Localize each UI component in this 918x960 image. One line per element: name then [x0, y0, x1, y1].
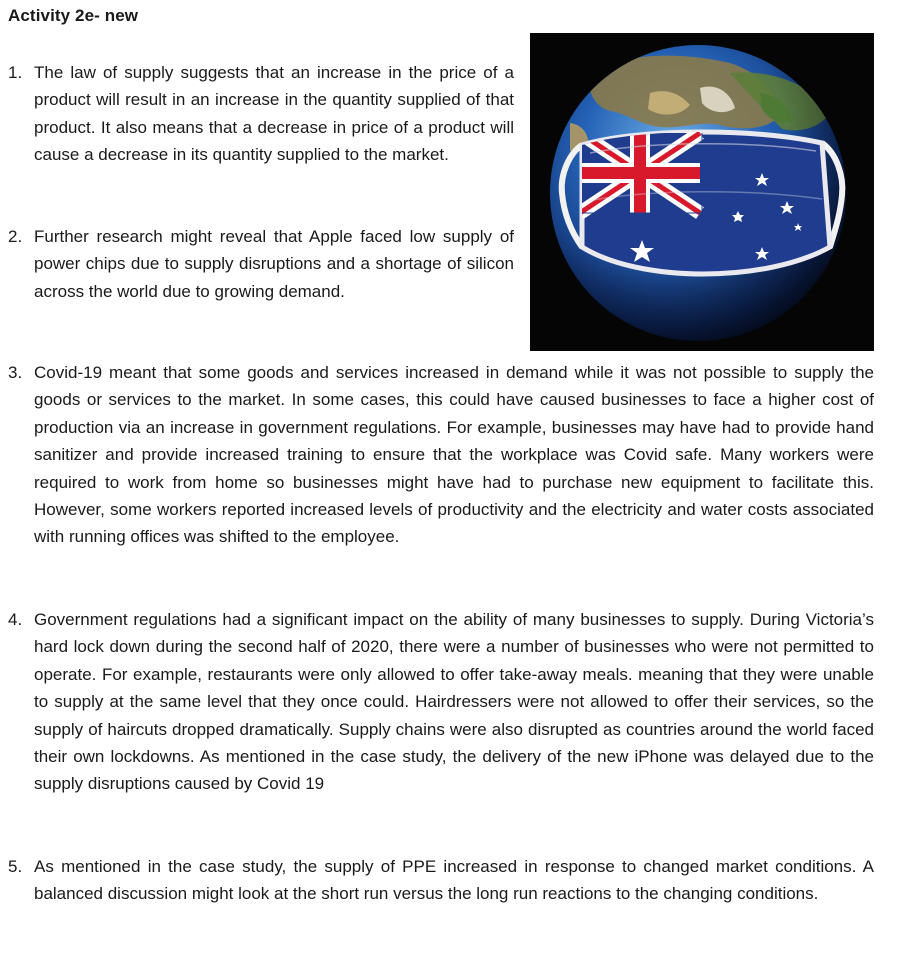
- globe-mask-image: [530, 33, 874, 351]
- list-item: [0, 853, 880, 943]
- list-item: [0, 59, 520, 199]
- activity-title: Activity 2e- new: [8, 6, 139, 25]
- item-text: Covid-19 meant that some goods and services increased in demand while it was not possible to supply the goods or services to the market. In some cases, this could have caused businesses to face a higher cost of production via an increase in government regulations. For example, businesses may have had to provide hand sanitizer and provide increased training to ensure that the workplace was Covid safe. Many workers were required to work from home so businesses might have had to purchase new equipment to facilitate this. However, some workers reported increased levels of productivity and the electricity and water costs associated with running offices was shifted to the employee.: [34, 363, 874, 547]
- item-number: 3.: [8, 363, 23, 382]
- item-number: 2.: [8, 227, 23, 246]
- list-item: [0, 606, 880, 831]
- item-number: 4.: [8, 610, 23, 629]
- item-number: 5.: [8, 857, 23, 876]
- item-text: As mentioned in the case study, the supply of PPE increased in response to changed market conditions. A balanced discussion might look at the short run versus the long run reactions to the changing conditions.: [34, 857, 874, 904]
- list-item: [0, 359, 880, 584]
- item-text: Further research might reveal that Apple faced low supply of power chips due to supply disruptions and a shortage of silicon across the world due to growing demand.: [34, 227, 514, 301]
- item-text: Government regulations had a significant impact on the ability of many businesses to supply. During Victoria’s hard lock down during the second half of 2020, there were a number of businesses who were not permitted to operate. For example, restaurants were only allowed to offer take-away meals. meaning that they were unable to supply at the same level that they once could. Hairdressers were not allowed to offer their services, so the supply of haircuts dropped dramatically. Supply chains were also disrupted as countries around the world faced their own lockdowns. As mentioned in the case study, the delivery of the new iPhone was delayed due to the supply disruptions caused by Covid 19: [34, 610, 874, 794]
- list-item: [0, 223, 520, 338]
- item-number: 1.: [8, 63, 23, 82]
- globe-with-australian-flag-mask-icon: [530, 33, 874, 351]
- item-text: The law of supply suggests that an increase in the price of a product will result in an increase in the quantity supplied of that product. It also means that a decrease in price of a product will cause a decrease in its quantity supplied to the market.: [34, 63, 514, 165]
